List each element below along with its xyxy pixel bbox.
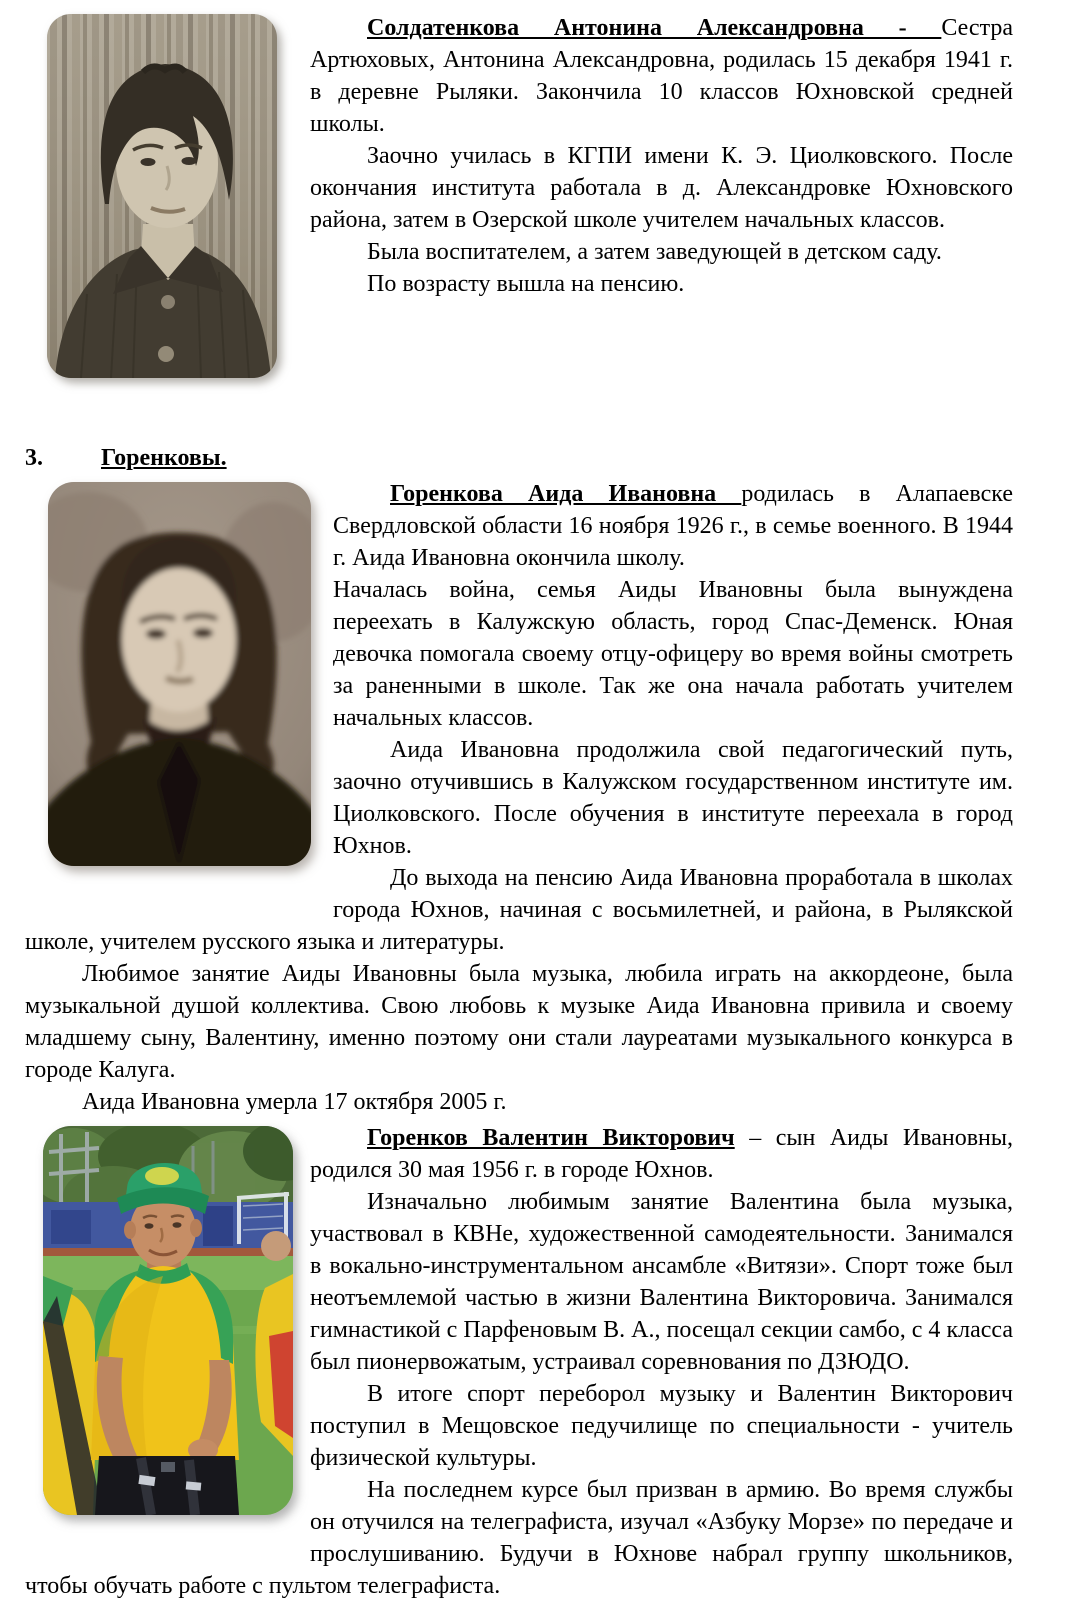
paragraph: Любимое занятие Аиды Ивановны была музыка, любила играть на аккордеоне, была музыкальной душой коллектива. Свою любовь к музыке Аида Ивановна привила и своему младшему сыну, Валентину, именно поэтому они стали лауреатами музыкального конкурса в городе Калуга. [25,961,1013,1083]
portrait-elderly-woman-bw-image [48,482,311,866]
paragraph-text: – сын Аиды Ивановны, родился 30 мая 1956 г. в городе Юхнов. [310,1125,1014,1183]
person-name: Горенков Валентин Викторович [367,1125,735,1151]
photo-soldatenkova-portrait [47,14,277,378]
paragraph: На последнем курсе был призван в армию. Во время службы он отучился на телеграфиста, изучал «Азбуку Морзе» по передаче и прослушиванию. Будучи в Юхнове набрал группу школьников, чтобы обучать работе с пультом телеграфиста. [25,1477,1013,1599]
paragraph: По возрасту вышла на пенсию. [367,271,685,297]
man-green-cap-yellow-shirt-image [43,1126,293,1515]
portrait-woman-bw-image [47,14,277,378]
paragraph: Аида Ивановна продолжила свой педагогический путь, заочно отучившись в Калужском государственном институте им. Циолковского. После обучения в институте переехала в город Юхнов. [333,737,1013,859]
heading-title: Горенковы. [101,445,227,471]
paragraph: Была воспитателем, а затем заведующей в детском саду. [367,239,942,265]
section-heading-gorenkovy [25,442,1013,474]
person-name: Солдатенкова Антонина Александровна - [367,15,942,41]
spacer [25,390,1013,442]
paragraph: Заочно училась в КГПИ имени К. Э. Циолковского. После окончания института работала в д. Александровке Юхновского района, затем в Озерской школе учителем начальных классов. [310,143,1013,233]
paragraph: До выхода на пенсию Аида Ивановна проработала в школах города Юхнов, начиная с восьмилетней, и района, в Рылякской школе, учителем русского языка и литературы. [25,865,1013,955]
person-name: Горенкова Аида Ивановна [390,481,742,507]
heading-number: 3. [25,445,43,471]
photo-valentin-sports-field [43,1126,293,1515]
paragraph-text: родилась в Алапаевске Свердловской области 16 ноября 1926 г., в семье военного. В 1944 г. Аида Ивановна окончила школу. [333,481,1013,571]
section-gorenkova-aida [25,478,1013,1118]
paragraph: Изначально любимым занятие Валентина была музыка, участвовал в КВНе, художественной самодеятельности. Занимался в вокально-инструментальном ансамбле «Витязи». Спорт тоже был неотъемлемой частью в жизни Валентина Викторовича. Занимался гимнастикой с Парфеновым В. А., посещал секции самбо, с 4 класса был пионервожатым, устраивал соревнования по ДЗЮДО. [310,1189,1013,1375]
paragraph: Началась война, семья Аиды Ивановны была вынуждена переехать в Калужскую область, город Спас-Деменск. Юная девочка помогала своему отцу-офицеру во время войны смотреть за раненными в школе. Так же она начала работать учителем начальных классов. [333,577,1013,731]
photo-aida-portrait [48,482,311,866]
section-gorenkov-valentin [25,1122,1013,1602]
paragraph: Аида Ивановна умерла 17 октября 2005 г. [82,1089,507,1115]
section-soldatenkova [25,12,1013,300]
paragraph: В итоге спорт переборол музыку и Валентин Викторович поступил в Мещовское педучилище по специальности - учитель физической культуры. [310,1381,1013,1471]
paragraph-text: Сестра Артюховых, Антонина Александровна, родилась 15 декабря 1941 г. в деревне Рыляки. Закончила 10 классов Юхновской средней школы. [310,15,1013,137]
